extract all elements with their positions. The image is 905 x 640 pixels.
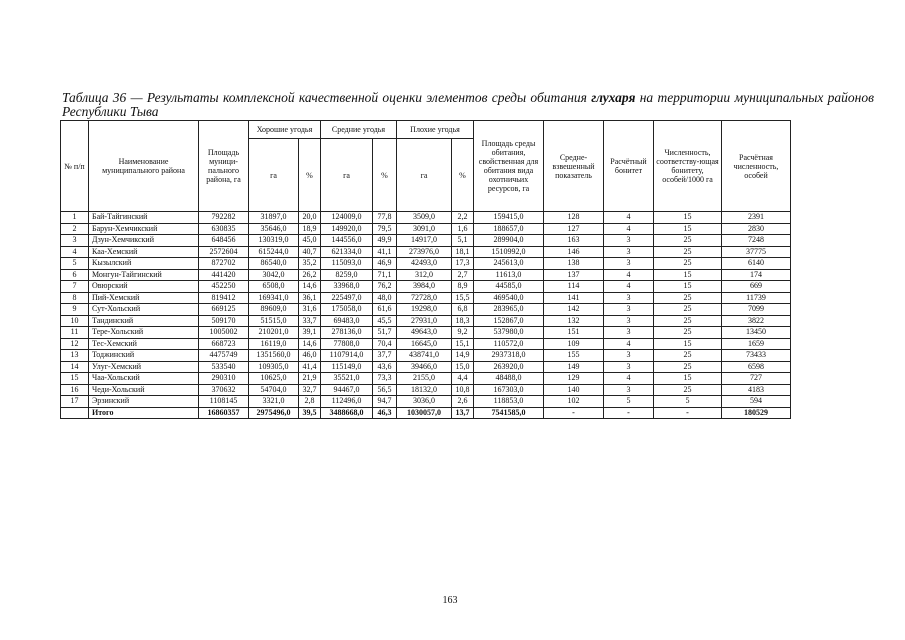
cell-poor-pct: 2,7 <box>452 269 474 281</box>
cell-good-pct: 20,0 <box>299 212 321 224</box>
cell-medium-pct: 77,8 <box>373 212 397 224</box>
cell-poor-ha: 312,0 <box>397 269 452 281</box>
cell-district: Тоджинский <box>89 350 199 362</box>
cell-num: 7 <box>61 281 89 293</box>
cell-good-ha: 615244,0 <box>249 246 299 258</box>
cell-weighted-index: 128 <box>544 212 604 224</box>
cell-medium-pct: 46,3 <box>373 407 397 419</box>
cell-estimated-count: 37775 <box>722 246 791 258</box>
cell-district: Бай-Тайгинский <box>89 212 199 224</box>
cell-medium-ha: 115149,0 <box>321 361 373 373</box>
cell-medium-pct: 51,7 <box>373 327 397 339</box>
cell-medium-pct: 56,5 <box>373 384 397 396</box>
cell-estimated-count: 594 <box>722 396 791 408</box>
cell-medium-ha: 149920,0 <box>321 223 373 235</box>
cell-poor-pct: 2,6 <box>452 396 474 408</box>
cell-poor-pct: 5,1 <box>452 235 474 247</box>
table-row <box>61 212 791 224</box>
cell-district: Монгун-Тайгинский <box>89 269 199 281</box>
cell-medium-pct: 49,9 <box>373 235 397 247</box>
cell-habitat-area: 118853,0 <box>474 396 544 408</box>
cell-medium-ha: 124009,0 <box>321 212 373 224</box>
caption-suffix: на территории муниципальных районов Республики Тыва <box>62 90 874 119</box>
cell-weighted-index: 137 <box>544 269 604 281</box>
table-row <box>61 304 791 316</box>
cell-good-pct: 21,9 <box>299 373 321 385</box>
cell-density: 25 <box>654 235 722 247</box>
cell-poor-ha: 72728,0 <box>397 292 452 304</box>
cell-estimated-count: 3822 <box>722 315 791 327</box>
cell-habitat-area: 159415,0 <box>474 212 544 224</box>
cell-density: 5 <box>654 396 722 408</box>
cell-good-ha: 3321,0 <box>249 396 299 408</box>
cell-bonitet: 3 <box>604 235 654 247</box>
cell-density: 25 <box>654 384 722 396</box>
cell-medium-pct: 71,1 <box>373 269 397 281</box>
cell-medium-pct: 73,3 <box>373 373 397 385</box>
cell-district: Тес-Хемский <box>89 338 199 350</box>
cell-poor-ha: 42493,0 <box>397 258 452 270</box>
cell-poor-pct: 1,6 <box>452 223 474 235</box>
table-body <box>61 212 791 419</box>
cell-poor-pct: 15,5 <box>452 292 474 304</box>
cell-good-ha: 51515,0 <box>249 315 299 327</box>
cell-density: 15 <box>654 212 722 224</box>
cell-habitat-area: 167303,0 <box>474 384 544 396</box>
cell-estimated-count: 2391 <box>722 212 791 224</box>
header-weighted-index: Средне-взвешенный показатель <box>544 121 604 212</box>
cell-medium-pct: 46,9 <box>373 258 397 270</box>
cell-good-pct: 36,1 <box>299 292 321 304</box>
cell-bonitet: 3 <box>604 315 654 327</box>
cell-medium-pct: 70,4 <box>373 338 397 350</box>
cell-poor-ha: 19298,0 <box>397 304 452 316</box>
cell-district-area: 1005002 <box>199 327 249 339</box>
cell-poor-pct: 15,0 <box>452 361 474 373</box>
table-row <box>61 292 791 304</box>
cell-estimated-count: 6140 <box>722 258 791 270</box>
cell-medium-pct: 43,6 <box>373 361 397 373</box>
cell-district-area: 452250 <box>199 281 249 293</box>
cell-bonitet: 3 <box>604 361 654 373</box>
cell-district-area: 509170 <box>199 315 249 327</box>
table-row <box>61 361 791 373</box>
cell-poor-pct: 8,9 <box>452 281 474 293</box>
cell-good-pct: 31,6 <box>299 304 321 316</box>
cell-medium-pct: 76,2 <box>373 281 397 293</box>
cell-medium-ha: 35521,0 <box>321 373 373 385</box>
cell-num: 9 <box>61 304 89 316</box>
cell-bonitet: 4 <box>604 223 654 235</box>
cell-habitat-area: 7541585,0 <box>474 407 544 419</box>
header-medium-lands: Средние угодья <box>321 121 397 139</box>
header-good-lands: Хорошие угодья <box>249 121 321 139</box>
cell-estimated-count: 7099 <box>722 304 791 316</box>
cell-habitat-area: 245613,0 <box>474 258 544 270</box>
cell-estimated-count: 7248 <box>722 235 791 247</box>
cell-district: Эрзинский <box>89 396 199 408</box>
cell-district: Улуг-Хемский <box>89 361 199 373</box>
cell-habitat-area: 110572,0 <box>474 338 544 350</box>
cell-habitat-area: 283965,0 <box>474 304 544 316</box>
table-row <box>61 223 791 235</box>
cell-habitat-area: 263920,0 <box>474 361 544 373</box>
table-row <box>61 269 791 281</box>
habitat-assessment-table <box>60 120 791 419</box>
cell-medium-ha: 175058,0 <box>321 304 373 316</box>
table-caption <box>62 91 874 119</box>
cell-district: Сут-Хольский <box>89 304 199 316</box>
cell-poor-pct: 9,2 <box>452 327 474 339</box>
cell-poor-ha: 49643,0 <box>397 327 452 339</box>
table-row <box>61 396 791 408</box>
cell-density: 15 <box>654 281 722 293</box>
cell-good-pct: 39,1 <box>299 327 321 339</box>
cell-medium-ha: 3488668,0 <box>321 407 373 419</box>
cell-medium-pct: 41,1 <box>373 246 397 258</box>
cell-poor-pct: 17,3 <box>452 258 474 270</box>
cell-poor-ha: 16645,0 <box>397 338 452 350</box>
cell-medium-ha: 112496,0 <box>321 396 373 408</box>
header-estimated-count: Расчётная численность, особей <box>722 121 791 212</box>
header-bonitet: Расчётный бонитет <box>604 121 654 212</box>
header-district-area: Площадь муници-пального района, га <box>199 121 249 212</box>
cell-weighted-index: 140 <box>544 384 604 396</box>
cell-district: Овюрский <box>89 281 199 293</box>
cell-bonitet: 4 <box>604 281 654 293</box>
cell-district: Кызылский <box>89 258 199 270</box>
cell-habitat-area: 11613,0 <box>474 269 544 281</box>
cell-district-area: 669125 <box>199 304 249 316</box>
cell-num <box>61 407 89 419</box>
cell-district: Тере-Хольский <box>89 327 199 339</box>
table-row <box>61 384 791 396</box>
cell-district-area: 290310 <box>199 373 249 385</box>
cell-density: - <box>654 407 722 419</box>
cell-num: 10 <box>61 315 89 327</box>
table-wrapper <box>60 120 791 419</box>
cell-poor-ha: 14917,0 <box>397 235 452 247</box>
cell-weighted-index: 129 <box>544 373 604 385</box>
cell-good-ha: 10625,0 <box>249 373 299 385</box>
cell-poor-pct: 10,8 <box>452 384 474 396</box>
cell-district-area: 441420 <box>199 269 249 281</box>
cell-habitat-area: 188657,0 <box>474 223 544 235</box>
cell-density: 25 <box>654 350 722 362</box>
cell-good-ha: 130319,0 <box>249 235 299 247</box>
header-habitat-area: Площадь среды обитания, свойственная для обитания вида охотничьих ресурсов, га <box>474 121 544 212</box>
cell-medium-ha: 77808,0 <box>321 338 373 350</box>
cell-num: 12 <box>61 338 89 350</box>
cell-density: 25 <box>654 292 722 304</box>
cell-medium-ha: 33968,0 <box>321 281 373 293</box>
cell-num: 4 <box>61 246 89 258</box>
cell-medium-pct: 45,5 <box>373 315 397 327</box>
cell-weighted-index: - <box>544 407 604 419</box>
cell-density: 25 <box>654 315 722 327</box>
cell-weighted-index: 132 <box>544 315 604 327</box>
cell-estimated-count: 6598 <box>722 361 791 373</box>
header-poor-ha: га <box>397 139 452 212</box>
cell-medium-pct: 37,7 <box>373 350 397 362</box>
cell-estimated-count: 13450 <box>722 327 791 339</box>
cell-good-pct: 45,0 <box>299 235 321 247</box>
header-medium-pct: % <box>373 139 397 212</box>
page-number: 163 <box>442 595 458 606</box>
cell-estimated-count: 2830 <box>722 223 791 235</box>
cell-district: Чеди-Хольский <box>89 384 199 396</box>
cell-district-area: 1108145 <box>199 396 249 408</box>
cell-district-area: 533540 <box>199 361 249 373</box>
cell-good-pct: 32,7 <box>299 384 321 396</box>
cell-poor-ha: 2155,0 <box>397 373 452 385</box>
cell-poor-pct: 18,3 <box>452 315 474 327</box>
cell-medium-pct: 79,5 <box>373 223 397 235</box>
cell-good-pct: 14,6 <box>299 281 321 293</box>
header-good-ha: га <box>249 139 299 212</box>
cell-good-pct: 40,7 <box>299 246 321 258</box>
cell-weighted-index: 102 <box>544 396 604 408</box>
table-total-row <box>61 407 791 419</box>
cell-good-ha: 109305,0 <box>249 361 299 373</box>
header-poor-pct: % <box>452 139 474 212</box>
cell-district: Чаа-Хольский <box>89 373 199 385</box>
cell-good-ha: 86540,0 <box>249 258 299 270</box>
cell-habitat-area: 1510992,0 <box>474 246 544 258</box>
cell-good-ha: 210201,0 <box>249 327 299 339</box>
cell-district-area: 2572604 <box>199 246 249 258</box>
cell-weighted-index: 142 <box>544 304 604 316</box>
table-row <box>61 373 791 385</box>
cell-habitat-area: 44585,0 <box>474 281 544 293</box>
header-district-name: Наименование муниципального района <box>89 121 199 212</box>
cell-district-area: 819412 <box>199 292 249 304</box>
cell-habitat-area: 152867,0 <box>474 315 544 327</box>
cell-density: 25 <box>654 246 722 258</box>
cell-weighted-index: 146 <box>544 246 604 258</box>
cell-good-ha: 89609,0 <box>249 304 299 316</box>
cell-weighted-index: 163 <box>544 235 604 247</box>
table-row <box>61 315 791 327</box>
cell-weighted-index: 149 <box>544 361 604 373</box>
cell-num: 5 <box>61 258 89 270</box>
cell-good-pct: 35,2 <box>299 258 321 270</box>
cell-num: 3 <box>61 235 89 247</box>
cell-num: 2 <box>61 223 89 235</box>
table-row <box>61 350 791 362</box>
cell-district-area: 16860357 <box>199 407 249 419</box>
cell-bonitet: 3 <box>604 292 654 304</box>
header-medium-ha: га <box>321 139 373 212</box>
cell-habitat-area: 469540,0 <box>474 292 544 304</box>
cell-num: 16 <box>61 384 89 396</box>
cell-density: 25 <box>654 327 722 339</box>
cell-density: 15 <box>654 373 722 385</box>
cell-good-ha: 3042,0 <box>249 269 299 281</box>
cell-density: 15 <box>654 269 722 281</box>
cell-medium-ha: 8259,0 <box>321 269 373 281</box>
cell-density: 25 <box>654 304 722 316</box>
cell-poor-ha: 3091,0 <box>397 223 452 235</box>
cell-district: Каа-Хемский <box>89 246 199 258</box>
cell-habitat-area: 48488,0 <box>474 373 544 385</box>
cell-num: 6 <box>61 269 89 281</box>
cell-medium-ha: 278136,0 <box>321 327 373 339</box>
caption-prefix: Таблица 36 — Результаты комплексной качественной оценки элементов среды обитания <box>62 90 592 105</box>
cell-estimated-count: 669 <box>722 281 791 293</box>
cell-weighted-index: 138 <box>544 258 604 270</box>
cell-district: Барун-Хемчикский <box>89 223 199 235</box>
cell-weighted-index: 109 <box>544 338 604 350</box>
cell-poor-ha: 39466,0 <box>397 361 452 373</box>
cell-medium-pct: 94,7 <box>373 396 397 408</box>
cell-district-area: 630835 <box>199 223 249 235</box>
cell-good-ha: 35646,0 <box>249 223 299 235</box>
table-row <box>61 281 791 293</box>
cell-num: 14 <box>61 361 89 373</box>
cell-habitat-area: 2937318,0 <box>474 350 544 362</box>
header-density: Численность, соответству-ющая бонитету, особей/1000 га <box>654 121 722 212</box>
cell-good-pct: 26,2 <box>299 269 321 281</box>
cell-weighted-index: 141 <box>544 292 604 304</box>
cell-poor-ha: 3984,0 <box>397 281 452 293</box>
cell-good-pct: 2,8 <box>299 396 321 408</box>
cell-good-pct: 46,0 <box>299 350 321 362</box>
cell-poor-ha: 1030057,0 <box>397 407 452 419</box>
table-row <box>61 235 791 247</box>
cell-estimated-count: 1659 <box>722 338 791 350</box>
cell-poor-ha: 438741,0 <box>397 350 452 362</box>
cell-poor-pct: 14,9 <box>452 350 474 362</box>
cell-bonitet: 4 <box>604 373 654 385</box>
cell-bonitet: 4 <box>604 338 654 350</box>
cell-poor-pct: 4,4 <box>452 373 474 385</box>
cell-bonitet: 4 <box>604 212 654 224</box>
cell-num: 11 <box>61 327 89 339</box>
header-num: № п/п <box>61 121 89 212</box>
cell-district: Пий-Хемский <box>89 292 199 304</box>
cell-bonitet: 5 <box>604 396 654 408</box>
cell-good-pct: 41,4 <box>299 361 321 373</box>
cell-poor-pct: 13,7 <box>452 407 474 419</box>
cell-good-ha: 6508,0 <box>249 281 299 293</box>
cell-bonitet: 3 <box>604 327 654 339</box>
cell-medium-ha: 115093,0 <box>321 258 373 270</box>
header-good-pct: % <box>299 139 321 212</box>
cell-density: 15 <box>654 338 722 350</box>
cell-estimated-count: 174 <box>722 269 791 281</box>
table-row <box>61 246 791 258</box>
cell-poor-ha: 273976,0 <box>397 246 452 258</box>
cell-num: 1 <box>61 212 89 224</box>
cell-bonitet: 3 <box>604 304 654 316</box>
cell-bonitet: 3 <box>604 384 654 396</box>
cell-weighted-index: 155 <box>544 350 604 362</box>
cell-density: 15 <box>654 223 722 235</box>
table-row <box>61 327 791 339</box>
cell-medium-ha: 144556,0 <box>321 235 373 247</box>
cell-density: 25 <box>654 258 722 270</box>
cell-poor-pct: 15,1 <box>452 338 474 350</box>
cell-estimated-count: 727 <box>722 373 791 385</box>
cell-density: 25 <box>654 361 722 373</box>
cell-habitat-area: 537980,0 <box>474 327 544 339</box>
cell-medium-ha: 94467,0 <box>321 384 373 396</box>
cell-good-ha: 2975496,0 <box>249 407 299 419</box>
cell-district-area: 792282 <box>199 212 249 224</box>
cell-good-pct: 39,5 <box>299 407 321 419</box>
cell-estimated-count: 11739 <box>722 292 791 304</box>
cell-good-pct: 14,6 <box>299 338 321 350</box>
cell-medium-pct: 61,6 <box>373 304 397 316</box>
cell-medium-ha: 621334,0 <box>321 246 373 258</box>
cell-bonitet: 4 <box>604 269 654 281</box>
caption-species: глухаря <box>591 90 636 105</box>
cell-district: Итого <box>89 407 199 419</box>
cell-num: 8 <box>61 292 89 304</box>
cell-estimated-count: 180529 <box>722 407 791 419</box>
cell-weighted-index: 114 <box>544 281 604 293</box>
cell-poor-pct: 18,1 <box>452 246 474 258</box>
cell-district: Тандинский <box>89 315 199 327</box>
cell-district-area: 668723 <box>199 338 249 350</box>
cell-poor-ha: 3509,0 <box>397 212 452 224</box>
cell-good-ha: 169341,0 <box>249 292 299 304</box>
cell-num: 15 <box>61 373 89 385</box>
cell-medium-ha: 69483,0 <box>321 315 373 327</box>
cell-medium-pct: 48,0 <box>373 292 397 304</box>
cell-habitat-area: 289904,0 <box>474 235 544 247</box>
table-row <box>61 338 791 350</box>
cell-district: Дзун-Хемчикский <box>89 235 199 247</box>
cell-good-ha: 16119,0 <box>249 338 299 350</box>
cell-good-ha: 54704,0 <box>249 384 299 396</box>
cell-bonitet: - <box>604 407 654 419</box>
cell-weighted-index: 127 <box>544 223 604 235</box>
cell-estimated-count: 73433 <box>722 350 791 362</box>
cell-good-pct: 18,9 <box>299 223 321 235</box>
table-row <box>61 258 791 270</box>
cell-poor-ha: 3036,0 <box>397 396 452 408</box>
cell-weighted-index: 151 <box>544 327 604 339</box>
cell-district-area: 648456 <box>199 235 249 247</box>
cell-num: 17 <box>61 396 89 408</box>
cell-poor-pct: 2,2 <box>452 212 474 224</box>
cell-district-area: 370632 <box>199 384 249 396</box>
cell-medium-ha: 1107914,0 <box>321 350 373 362</box>
cell-num: 13 <box>61 350 89 362</box>
cell-good-pct: 33,7 <box>299 315 321 327</box>
cell-poor-pct: 6,8 <box>452 304 474 316</box>
cell-good-ha: 31897,0 <box>249 212 299 224</box>
cell-good-ha: 1351560,0 <box>249 350 299 362</box>
cell-poor-ha: 18132,0 <box>397 384 452 396</box>
cell-district-area: 872702 <box>199 258 249 270</box>
cell-bonitet: 3 <box>604 350 654 362</box>
table-header <box>61 121 791 212</box>
cell-estimated-count: 4183 <box>722 384 791 396</box>
header-poor-lands: Плохие угодья <box>397 121 474 139</box>
cell-bonitet: 3 <box>604 258 654 270</box>
cell-district-area: 4475749 <box>199 350 249 362</box>
cell-medium-ha: 225497,0 <box>321 292 373 304</box>
cell-poor-ha: 27931,0 <box>397 315 452 327</box>
cell-bonitet: 3 <box>604 246 654 258</box>
